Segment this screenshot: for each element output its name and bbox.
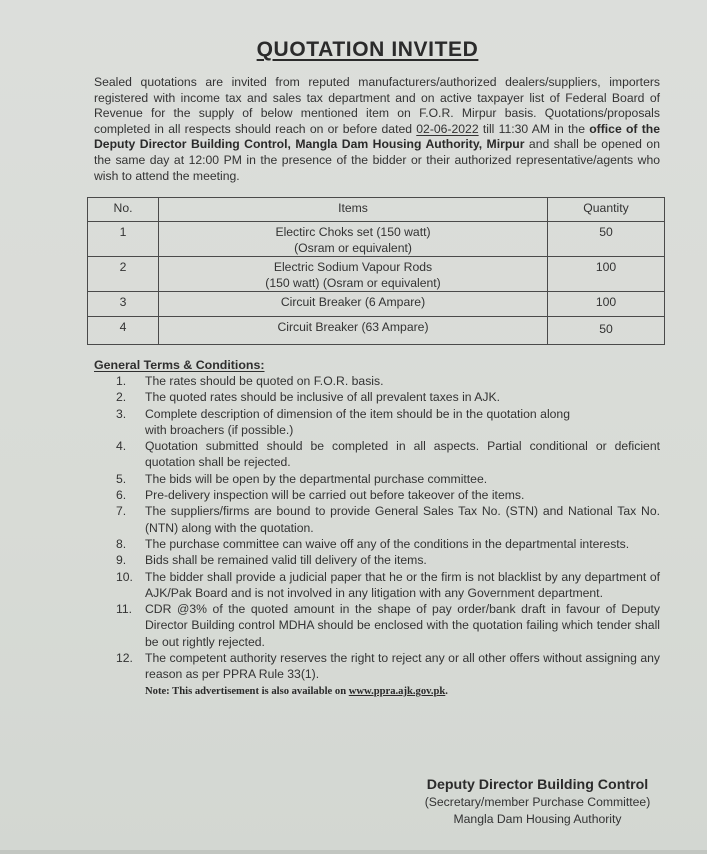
term-text: The bidder shall provide a judicial paper that he or the firm is not blacklist by any department of AJK/Pak Board and is not involved in any litigation with any Government department. bbox=[145, 569, 660, 600]
row-item bbox=[159, 317, 548, 345]
term-item bbox=[94, 406, 660, 439]
term-number: 8. bbox=[116, 536, 127, 551]
document-title bbox=[0, 38, 707, 62]
term-number: 5. bbox=[116, 471, 127, 486]
signatory-title: Deputy Director Building Control bbox=[426, 777, 649, 793]
deadline-date: 02-06-2022 bbox=[416, 121, 479, 136]
table-row bbox=[88, 222, 665, 257]
term-item bbox=[94, 650, 660, 683]
term-text: Bids shall be remained valid till delivery of the items. bbox=[145, 553, 427, 568]
signatory-role: (Secretary/member Purchase Committee) bbox=[424, 795, 651, 809]
term-item bbox=[94, 552, 660, 568]
office-name: office of the Deputy Director Building Control, Mangla Dam Housing Authority, Mirpur bbox=[94, 121, 660, 152]
term-text: The quoted rates should be inclusive of all prevalent taxes in AJK. bbox=[145, 390, 501, 405]
row-no: 3 bbox=[88, 292, 159, 317]
term-number: 1. bbox=[116, 374, 127, 388]
term-number: 6. bbox=[116, 488, 127, 503]
header-quantity: Quantity bbox=[548, 198, 665, 222]
term-item bbox=[94, 373, 660, 389]
term-text: The rates should be quoted on F.O.R. basis. bbox=[145, 374, 384, 388]
header-items: Items bbox=[159, 198, 548, 222]
term-item bbox=[94, 487, 660, 503]
row-quantity: 100 bbox=[548, 257, 665, 292]
row-no: 4 bbox=[88, 317, 159, 345]
term-number: 3. bbox=[116, 406, 127, 421]
item-line-2: (Osram or equivalent) bbox=[294, 241, 412, 255]
table-header-row bbox=[88, 198, 665, 222]
term-text: The purchase committee can waive off any of the conditions in the departmental interests. bbox=[145, 536, 630, 551]
row-no: 2 bbox=[88, 257, 159, 292]
signature-block bbox=[410, 776, 665, 827]
item-line-1: Circuit Breaker (63 Ampare) bbox=[277, 320, 429, 334]
term-number: 4. bbox=[116, 439, 127, 454]
term-text: Complete description of dimension of the item should be in the quotation along with broachers (if possible.) bbox=[145, 406, 570, 437]
term-text: The suppliers/firms are bound to provide General Sales Tax No. (STN) and National Tax No. (NTN) along with the quotation. bbox=[145, 504, 660, 535]
intro-paragraph bbox=[94, 75, 660, 184]
table-row bbox=[88, 257, 665, 292]
row-quantity: 50 bbox=[548, 317, 665, 345]
title-text: QUOTATION INVITED bbox=[256, 38, 479, 61]
item-line-1: Electric Sodium Vapour Rods bbox=[273, 260, 433, 274]
terms-list bbox=[94, 373, 660, 683]
term-text: The bids will be open by the departmental purchase committee. bbox=[145, 471, 488, 486]
item-line-1: Circuit Breaker (6 Ampare) bbox=[280, 295, 426, 309]
term-number: 9. bbox=[116, 553, 127, 568]
term-number: 10. bbox=[116, 569, 133, 584]
note-suffix: . bbox=[445, 686, 448, 697]
term-item bbox=[94, 503, 660, 536]
term-number: 12. bbox=[116, 651, 133, 666]
term-number: 2. bbox=[116, 390, 127, 405]
row-item bbox=[159, 222, 548, 257]
row-item bbox=[159, 292, 548, 317]
page-bottom-edge bbox=[0, 850, 707, 854]
note-text: Note: This advertisement is also available on bbox=[145, 686, 349, 697]
table-row bbox=[88, 292, 665, 317]
note-line bbox=[145, 686, 448, 697]
term-text: The competent authority reserves the right to reject any or all other offers without assigning any reason as per PPRA Rule 33(1). bbox=[145, 651, 660, 682]
term-item bbox=[94, 569, 660, 602]
term-item bbox=[94, 438, 660, 471]
intro-part1: Sealed quotations are invited from reputed manufacturers/authorized dealers/suppliers, importers registered with income tax and sales tax department and on active taxpayer list of Federal Board of Revenue for the supply of below mentioned item on F.O.R. Mirpur basis. Quotations/proposals completed in all respects should reach on or before dated bbox=[94, 75, 660, 136]
terms-heading: General Terms & Conditions: bbox=[94, 358, 265, 372]
ppra-link[interactable]: www.ppra.ajk.gov.pk bbox=[348, 686, 446, 697]
term-text: Pre-delivery inspection will be carried out before takeover of the items. bbox=[145, 488, 525, 503]
intro-part3: and shall be opened on the same day at 12:00 PM in the presence of the bidder or their authorized representative/agents who wish to attend the meeting. bbox=[94, 137, 660, 183]
item-line-2: (150 watt) (Osram or equivalent) bbox=[265, 276, 441, 290]
term-item bbox=[94, 389, 660, 405]
intro-part2: till 11:30 AM in the bbox=[478, 121, 590, 136]
term-item bbox=[94, 471, 660, 487]
term-number: 11. bbox=[116, 602, 133, 617]
signatory-organization: Mangla Dam Housing Authority bbox=[453, 811, 622, 826]
row-item bbox=[159, 257, 548, 292]
item-line-1: Electirc Choks set (150 watt) bbox=[275, 225, 431, 239]
row-no: 1 bbox=[88, 222, 159, 257]
term-text: CDR @3% of the quoted amount in the shape of pay order/bank draft in favour of Deputy Director Building control MDHA should be enclosed with the quotation failing which tender shall be out rightly rejected. bbox=[145, 602, 660, 649]
term-number: 7. bbox=[116, 504, 127, 519]
row-quantity: 50 bbox=[548, 222, 665, 257]
header-no: No. bbox=[88, 198, 159, 222]
term-item bbox=[94, 536, 660, 552]
items-table bbox=[87, 197, 665, 345]
term-text: Quotation submitted should be completed in all aspects. Partial conditional or deficient quotation shall be rejected. bbox=[145, 439, 660, 470]
term-item bbox=[94, 601, 660, 650]
table-row bbox=[88, 317, 665, 345]
row-quantity: 100 bbox=[548, 292, 665, 317]
